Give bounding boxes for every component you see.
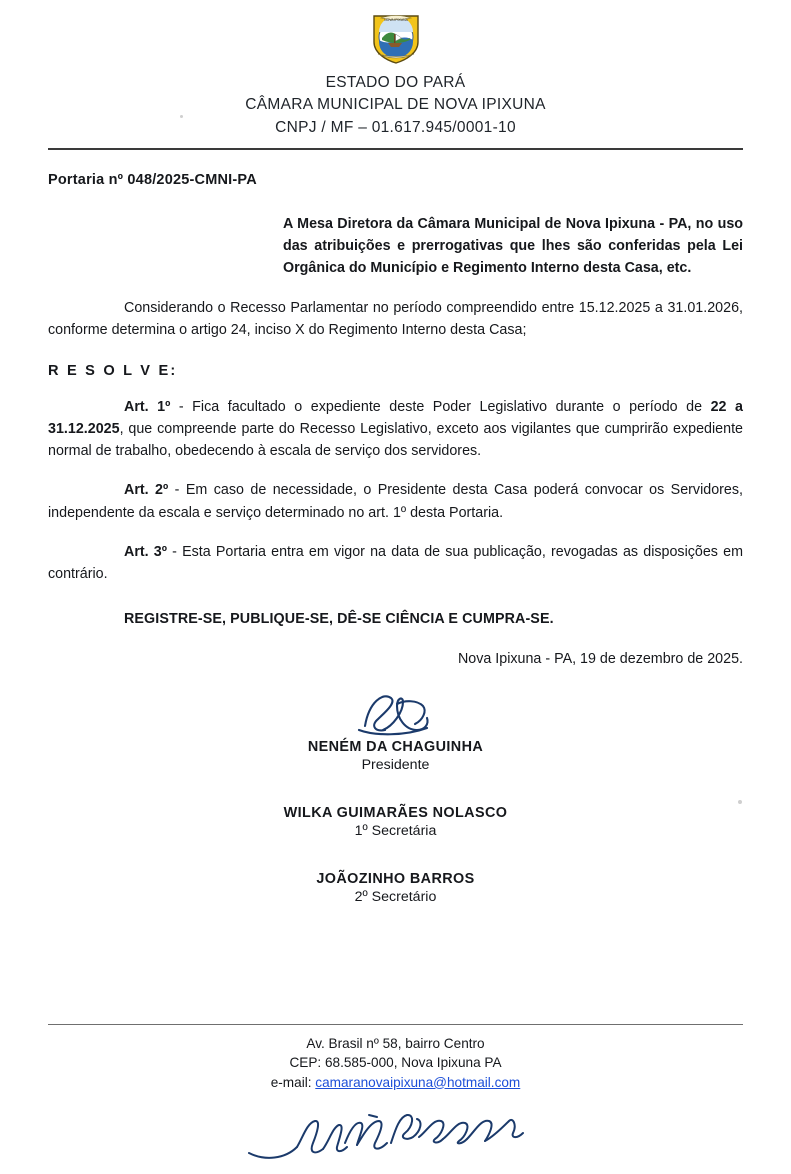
article-1-text-before: - Fica facultado o expediente deste Poder Legislativo durante o período de bbox=[170, 398, 711, 415]
signature-role-first-secretary: 1º Secretária bbox=[354, 822, 437, 839]
article-1-label: Art. 1º bbox=[124, 398, 171, 415]
header-chamber: CÂMARA MUNICIPAL DE NOVA IPIXUNA bbox=[245, 96, 546, 114]
article-3-label: Art. 3º bbox=[124, 543, 167, 560]
article-2-text: - Em caso de necessidade, o Presidente desta Casa poderá convocar os Servidores, independente da escala e serviço determinado no art. 1º desta Portaria. bbox=[48, 482, 743, 521]
header-cnpj: CNPJ / MF – 01.617.945/0001-10 bbox=[275, 118, 516, 136]
footer-email-label: e-mail: bbox=[270, 1074, 316, 1090]
signature-ink-area-president bbox=[48, 693, 743, 739]
document-footer bbox=[48, 1024, 743, 1092]
article-3 bbox=[48, 541, 743, 585]
signature-name-second-secretary: JOÃOZINHO BARROS bbox=[316, 870, 475, 887]
article-2 bbox=[48, 479, 743, 523]
article-1-bold-span: 22 a 31.12.2025 bbox=[48, 398, 743, 438]
page-title: Portaria nº 048/2025-CMNI-PA bbox=[48, 172, 257, 189]
footer-divider bbox=[48, 1024, 743, 1025]
signature-block-first-secretary bbox=[48, 805, 743, 839]
header-divider bbox=[48, 148, 743, 150]
article-1-text-after: , que compreende parte do Recesso Legislativo, exceto aos vigilantes que cumprirão expediente normal de trabalho, obedecendo à escala de serviço dos servidores. bbox=[48, 421, 743, 460]
signature-name-president: NENÉM DA CHAGUINHA bbox=[307, 738, 484, 755]
page-speck bbox=[180, 115, 183, 118]
considerando-paragraph: Considerando o Recesso Parlamentar no período compreendido entre 15.12.2025 a 31.01.2026, conforme determina o artigo 24, inciso X do Regimento Interno desta Casa; bbox=[48, 299, 743, 338]
coat-of-arms-icon bbox=[368, 10, 424, 66]
footer-address: Av. Brasil nº 58, bairro Centro bbox=[306, 1036, 485, 1052]
article-2-label: Art. 2º bbox=[124, 482, 169, 499]
svg-text:NOVA IPIXUNA: NOVA IPIXUNA bbox=[383, 18, 408, 23]
preamble-paragraph: A Mesa Diretora da Câmara Municipal de Nova Ipixuna - PA, no uso das atribuições e prerrogativas que lhes são conferidas pela Lei Orgânica do Município e Regimento Interno desta Casa, etc. bbox=[283, 216, 743, 276]
document-header bbox=[48, 0, 743, 150]
handwritten-signature-icon-2 bbox=[241, 1107, 551, 1174]
header-state: ESTADO DO PARÁ bbox=[325, 74, 466, 91]
signature-role-second-secretary: 2º Secretário bbox=[354, 888, 437, 905]
footer-email-row bbox=[48, 1073, 743, 1092]
footer-cep: CEP: 68.585-000, Nova Ipixuna PA bbox=[289, 1055, 502, 1071]
registre-line: REGISTRE-SE, PUBLIQUE-SE, DÊ-SE CIÊNCIA E CUMPRA-SE. bbox=[124, 610, 554, 627]
place-and-date: Nova Ipixuna - PA, 19 de dezembro de 2025. bbox=[457, 650, 743, 667]
page-speck bbox=[738, 800, 742, 804]
signature-block-president bbox=[48, 693, 743, 773]
article-3-text: - Esta Portaria entra em vigor na data de sua publicação, revogadas as disposições em contrário. bbox=[48, 543, 743, 582]
signature-role-president: Presidente bbox=[361, 756, 430, 773]
article-1 bbox=[48, 396, 743, 462]
signature-ink-area-second-secretary bbox=[48, 863, 743, 871]
signature-block-second-secretary bbox=[48, 863, 743, 905]
resolve-label: R E S O L V E: bbox=[48, 362, 178, 379]
signature-name-first-secretary: WILKA GUIMARÃES NOLASCO bbox=[283, 804, 508, 821]
footer-email-link[interactable]: camaranovaipixuna@hotmail.com bbox=[315, 1074, 521, 1090]
